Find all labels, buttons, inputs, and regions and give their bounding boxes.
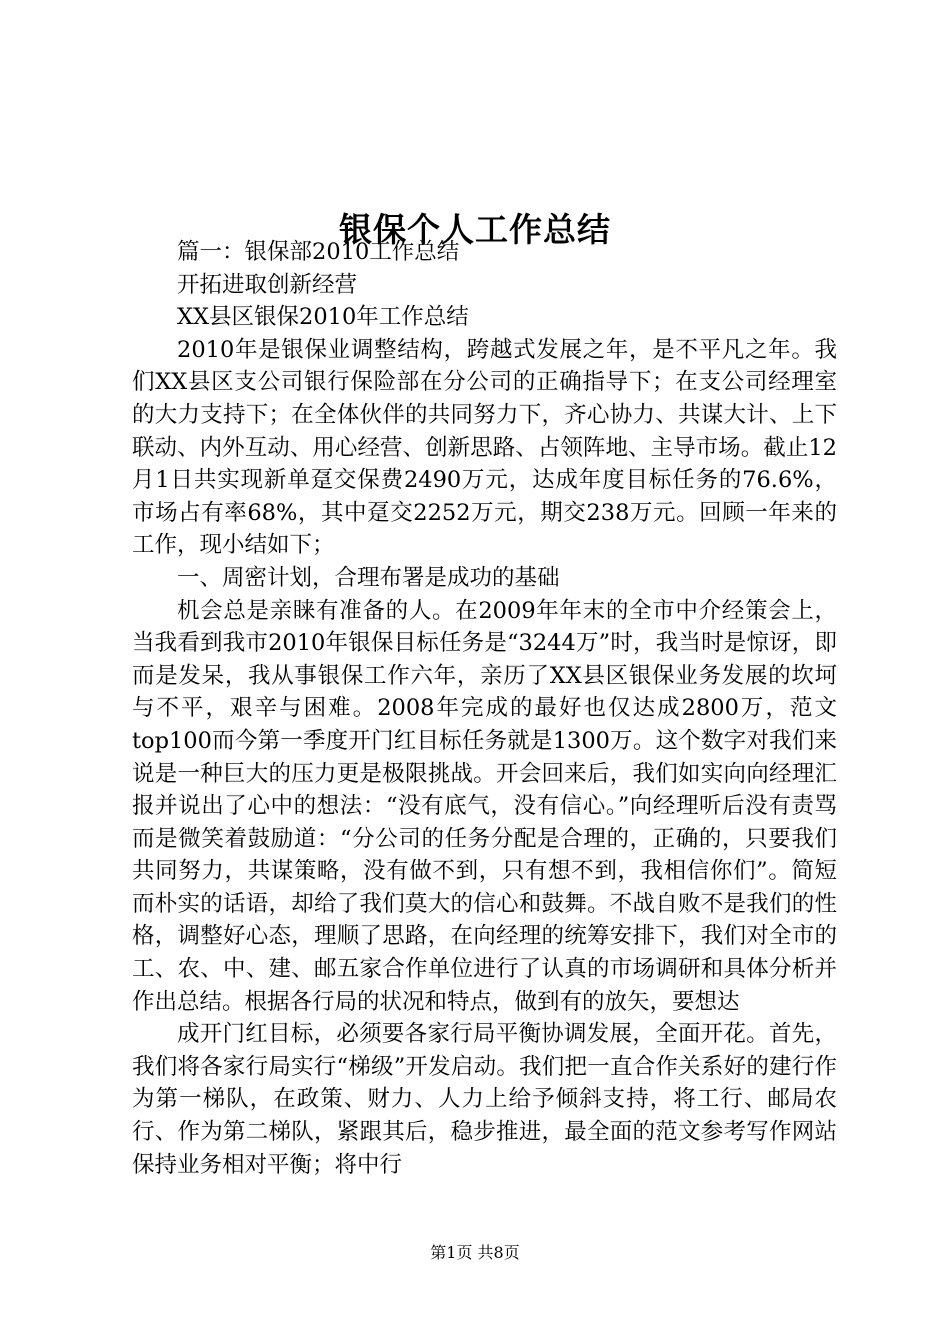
paragraph: 一、周密计划，合理布署是成功的基础 xyxy=(177,564,560,591)
paragraph: 成开门红目标，必须要各家行局平衡协调发展，全面开花。首先，我们将各家行局实行“梯级”开发启动。我们把一直合作关系好的建行作为第一梯队，在政策、财力、人力上给予倾斜支持，将工行、邮局农行、作为第二梯队，紧跟其后，稳步推进，最全面的范文参考写作网站保持业务相对平衡；将中行 xyxy=(132,1021,837,1178)
page-footer: 第1页 共8页 xyxy=(430,1243,520,1262)
paragraph: 机会总是亲睐有准备的人。在2009年年末的全市中介经策会上，当我看到我市2010年银保目标任务是“3244万”时，我当时是惊讶，即而是发呆，我从事银保工作六年，亲历了XX县区银保业务发展的坎坷与不平，艰辛与困难。2008年完成的最好也仅达成2800万，范文top100而今第一季度开门红目标任务就是1300万。这个数字对我们来说是一种巨大的压力更是极限挑战。开会回来后，我们如实向向经理汇报并说出了心中的想法：“没有底气，没有信心。”向经理听后没有责骂而是微笑着鼓励道：“分公司的任务分配是合理的，正确的，只要我们共同努力，共谋策略，没有做不到，只有想不到，我相信你们”。简短而朴实的话语，却给了我们莫大的信心和鼓舞。不战自败不是我们的性格，调整好心态，理顺了思路，在向经理的统筹安排下，我们对全市的工、农、中、建、邮五家合作单位进行了认真的市场调研和具体分析并作出总结。根据各行局的状况和特点，做到有的放矢，要想达 xyxy=(132,597,837,1015)
paragraph: XX县区银保2010年工作总结 xyxy=(177,304,469,331)
paragraph: 开拓进取创新经营 xyxy=(177,271,358,298)
paragraph: 篇一：银保部2010工作总结 xyxy=(177,239,460,265)
document-title: 银保个人工作总结 xyxy=(339,210,611,250)
document-body xyxy=(132,236,837,1181)
paragraph: 2010年是银保业调整结构，跨越式发展之年，是不平凡之年。我们XX县区支公司银行保险部在分公司的正确指导下；在支公司经理室的大力支持下；在全体伙伴的共同努力下，齐心协力、共谋大计、上下联动、内外互动、用心经营、创新思路、占领阵地、主导市场。截止12月1日共实现新单趸交保费2490万元，达成年度目标任务的76.6%，市场占有率68%，其中趸交2252万元，期交238万元。回顾一年来的工作，现小结如下； xyxy=(132,336,837,559)
